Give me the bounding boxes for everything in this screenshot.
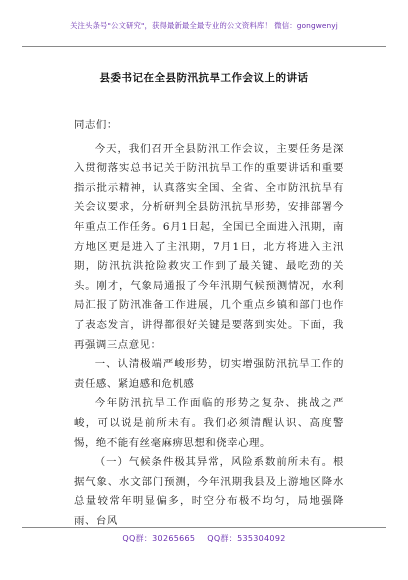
document-title: 县委书记在全县防汛抗旱工作会议上的讲话 [99, 72, 309, 84]
header-divider [22, 46, 386, 47]
paragraph-situation: 今年防汛抗旱工作面临的形势之复杂、挑战之严峻，可以说是前所未有。我们必须清醒认识、高度警惕，绝不能有丝毫麻痹思想和侥幸心理。 [74, 397, 344, 449]
greeting: 同志们： [74, 119, 118, 131]
paragraph-climate: （一）气候条件极其异常，风险系数前所未有。根据气象、水文部门预测，今年汛期我县及上游地区降水总量较常年明显偏多，时空分布极不均匀，局地强降雨、台风 [74, 456, 344, 527]
footer-contacts [0, 533, 408, 544]
section-heading-1: 一、认清极端严峻形势，切实增强防汛抗旱工作的责任感、紧迫感和危机感 [74, 358, 344, 390]
footer-qq-group-1: QQ群：30265665 [122, 534, 196, 543]
footer-divider [22, 527, 386, 528]
header-banner: 关注头条号"公文研究"，获得最新最全最专业的公文资料库！ 微信：gongwenyj [70, 21, 338, 30]
footer-qq-group-2: QQ群：535304092 [207, 534, 286, 543]
document-body [74, 116, 344, 531]
paragraph-intro: 今天，我们召开全县防汛工作会议，主要任务是深入贯彻落实总书记关于防汛抗旱工作的重要讲话和重要指示批示精神，认真落实全国、全省、全市防汛抗旱有关会议要求，分析研判全县防汛抗旱形势，安排部署今年重点工作任务。6月1日起，全国已全面进入汛期，南方地区更是进入了主汛期，7月1日，北方将进入主汛期，防汛抗洪抢险救灾工作到了最关键、最吃劲的关头。刚才，气象局通报了今年汛期气候预测情况，水利局汇报了防汛准备工作进展，几个重点乡镇和部门也作了表态发言，讲得都很好关键是要落到实处。下面，我再强调三点意见： [74, 142, 344, 351]
